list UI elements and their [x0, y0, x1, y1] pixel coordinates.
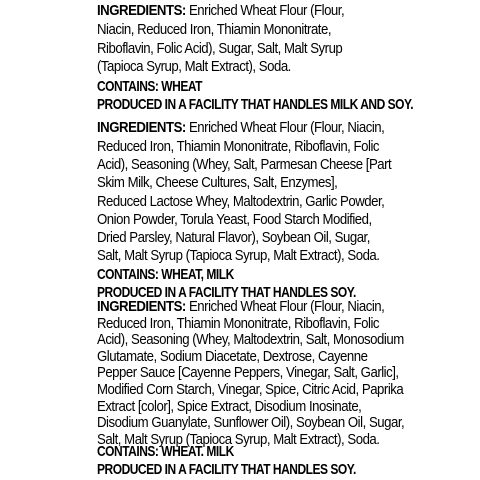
ingredients-heading: INGREDIENTS:	[97, 2, 186, 19]
ingredients-heading: INGREDIENTS:	[97, 119, 186, 136]
ingredients-text: Enriched Wheat Flour (Flour, Niacin,	[185, 119, 385, 136]
ingredients-line: Riboflavin, Folic Acid), Sugar, Salt, Malt Syrup	[97, 40, 343, 57]
ingredients-line: Onion Powder, Torula Yeast, Food Starch Modified,	[97, 211, 372, 228]
facility-statement: PRODUCED IN A FACILITY THAT HANDLES SOY.	[97, 461, 356, 478]
ingredients-line: Modified Corn Starch, Vinegar, Spice, Citric Acid, Paprika	[97, 381, 404, 398]
ingredients-line: Niacin, Reduced Iron, Thiamin Mononitrate,	[97, 21, 332, 38]
ingredients-heading: INGREDIENTS:	[97, 298, 186, 315]
allergen-contains: CONTAINS: WHEAT	[97, 78, 203, 95]
ingredients-line: Extract [color], Spice Extract, Disodium Inosinate,	[97, 397, 362, 415]
allergen-contains: CONTAINS: WHEAT, MILK	[97, 266, 234, 283]
ingredients-line: Pepper Sauce [Cayenne Peppers, Vinegar, Salt, Garlic],	[97, 364, 399, 382]
ingredients-line: Salt, Malt Syrup (Tapioca Syrup, Malt Extract), Soda.	[97, 430, 380, 448]
ingredients-line: Reduced Iron, Thiamin Mononitrate, Riboflavin, Folic	[97, 314, 380, 332]
facility-statement: PRODUCED IN A FACILITY THAT HANDLES SOY.	[97, 284, 356, 301]
ingredients-line	[97, 298, 384, 316]
ingredients-line: Glutamate, Sodium Diacetate, Dextrose, Cayenne	[97, 347, 368, 365]
ingredients-line: Disodium Guanylate, Sunflower Oil), Soybean Oil, Sugar,	[97, 414, 405, 432]
ingredients-text: Enriched Wheat Flour (Flour,	[185, 2, 345, 19]
ingredients-line: Dried Parsley, Natural Flavor), Soybean Oil, Sugar,	[97, 229, 370, 246]
ingredients-line	[97, 2, 344, 20]
ingredients-line: Skim Milk, Cheese Cultures, Salt, Enzymes],	[97, 174, 338, 191]
ingredients-line: Acid), Seasoning (Whey, Salt, Parmesan Cheese [Part	[97, 156, 392, 173]
ingredients-line	[97, 119, 384, 137]
ingredients-line: Reduced Iron, Thiamin Mononitrate, Riboflavin, Folic	[97, 138, 380, 155]
ingredients-line: Acid), Seasoning (Whey, Maltodextrin, Salt, Monosodium	[97, 331, 404, 349]
ingredients-line: (Tapioca Syrup, Malt Extract), Soda.	[97, 58, 291, 75]
facility-statement: PRODUCED IN A FACILITY THAT HANDLES MILK AND SOY.	[97, 96, 414, 113]
ingredients-line: Salt, Malt Syrup (Tapioca Syrup, Malt Extract), Soda.	[97, 247, 380, 264]
ingredients-line: Reduced Lactose Whey, Maltodextrin, Garlic Powder,	[97, 193, 385, 210]
allergen-contains: CONTAINS: WHEAT. MILK	[97, 443, 234, 460]
ingredients-text: Enriched Wheat Flour (Flour, Niacin,	[185, 298, 385, 315]
